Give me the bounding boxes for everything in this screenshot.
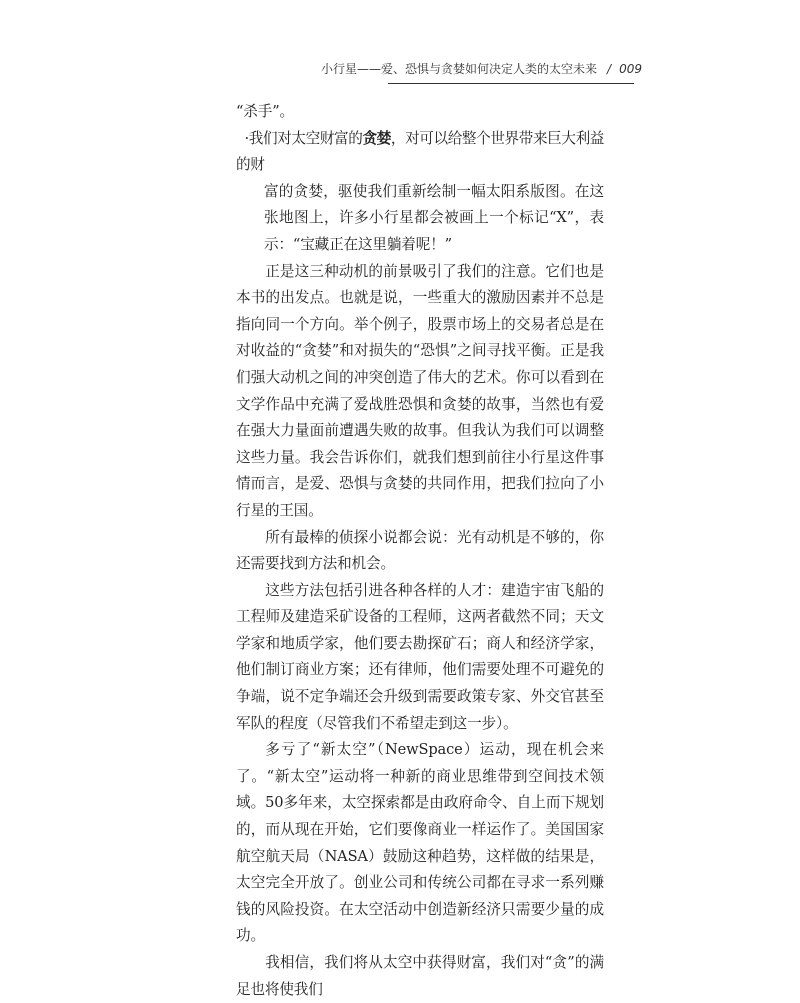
- header-rule: [388, 83, 634, 84]
- running-header: [321, 60, 642, 77]
- paragraph-5: 我相信，我们将从太空中获得财富，我们对“贪”的满足也将使我们: [236, 954, 604, 998]
- bullet-bold-word: 贪婪: [362, 129, 391, 147]
- bullet-lead: 我们对太空财富的: [248, 129, 363, 147]
- bullet-continuation: 富的贪婪，驱使我们重新绘制一幅太阳系版图。在这张地图上，许多小行星都会被画上一个标记“X”，表示：“宝藏正在这里躺着呢！”: [264, 182, 604, 253]
- paragraph-0: “杀手”。: [236, 103, 294, 120]
- bullet-item-greed: [236, 126, 604, 179]
- bullet-first-line: [236, 130, 604, 174]
- header-title: 小行星——爱、恐惧与贪婪如何决定人类的太空未来: [321, 62, 598, 76]
- paragraph-3: 这些方法包括引进各种各样的人才：建造宇宙飞船的工程师及建造采矿设备的工程师，这两者截然不同；天文学家和地质学家，他们要去勘探矿石；商人和经济学家，他们制订商业方案；还有律师，他们需要处理不可避免的争端，说不定争端还会升级到需要政策专家、外交官甚至军队的程度（尽管我们不希望走到这一步）。: [236, 581, 604, 732]
- paragraph-2: 所有最棒的侦探小说都会说：光有动机是不够的，你还需要找到方法和机会。: [236, 528, 604, 573]
- paragraph-1: 正是这三种动机的前景吸引了我们的注意。它们也是本书的出发点。也就是说，一些重大的激励因素并不总是指向同一个方向。举个例子，股票市场上的交易者总是在对收益的“贪婪”和对损失的“恐惧”之间寻找平衡。正是我们强大动机之间的冲突创造了伟大的艺术。你可以看到在文学作品中充满了爱战胜恐惧和贪婪的故事，当然也有爱在强大力量面前遭遇失败的故事。但我认为我们可以调整这些力量。我会告诉你们，就我们想到前往小行星这件事情而言，是爱、恐惧与贪婪的共同作用，把我们拉向了小行星的王国。: [236, 262, 604, 519]
- body-text: [236, 99, 604, 1003]
- header-separator: /: [607, 62, 612, 76]
- bullet-marker: ·: [244, 129, 249, 147]
- paragraph-4: 多亏了“新太空”（NewSpace）运动，现在机会来了。“新太空”运动将一种新的商业思维带到空间技术领域。50多年来，太空探索都是由政府命令、自上而下规划的，而从现在开始，它们要像商业一样运作了。美国国家航空航天局（NASA）鼓励这种趋势，这样做的结果是，太空完全开放了。创业公司和传统公司都在寻求一系列赚钱的风险投资。在太空活动中创造新经济只需要少量的成功。: [236, 741, 604, 945]
- bullet-rest: ，对可以给整个世界带来巨大利益的财: [236, 129, 604, 174]
- page-number: 009: [619, 62, 642, 76]
